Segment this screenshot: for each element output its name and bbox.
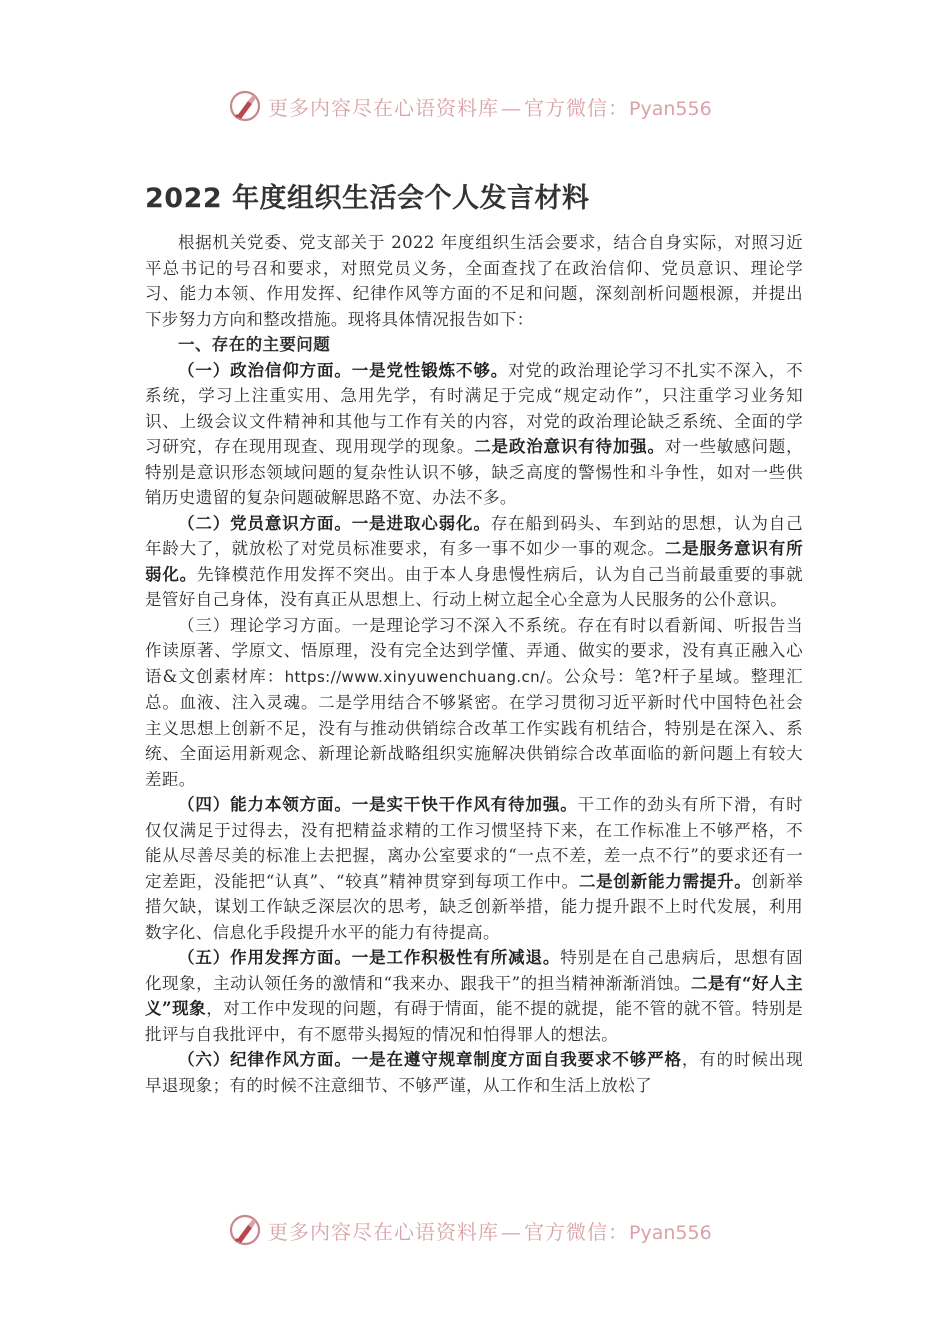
paragraph-text: ，对工作中发现的问题，有碍于情面，能不提的就提，能不管的就不管。特别是批评与自我批评中，有不愿带头揭短的情况和怕得罪人的想法。	[145, 999, 804, 1044]
paragraph-political-belief	[145, 358, 803, 511]
paragraph-text: ，有的时候出现早退现象；有的时候不注意细节、不够严谨，从工作和生活上放松了	[145, 1050, 803, 1095]
paragraph-head: （四）能力本领方面。一是实干快干作风有待加强。	[178, 795, 578, 814]
paragraph-subhead: 二是服务意识有所弱化。	[145, 539, 804, 584]
paragraph-text: 。公众号：笔?杆子星域。整理汇总。血液、注入灵魂。二是学用结合不够紧密。在学习贯彻习近平新时代中国特色社会主义思想上创新不足，没有与推动供销综合改革工作实践有机结合，特别是在深入、系统、全面运用新观念、新理论新战略组织实施解决供销综合改革面临的新问题上有较大差距。	[145, 666, 803, 789]
section-heading: 一、存在的主要问题	[178, 335, 331, 354]
header-banner	[228, 86, 748, 126]
banner-wechat-id: Pyan556	[629, 1221, 712, 1244]
footer-banner	[228, 1210, 748, 1250]
paragraph-text: 存在船到码头、车到站的思想，认为自己年龄大了，就放松了对党员标准要求，有多一事不如少一事的观念。	[145, 513, 803, 558]
banner-text	[268, 92, 712, 121]
document-body	[145, 230, 803, 1098]
paragraph-head: （五）作用发挥方面。一是工作积极性有所减退。	[178, 948, 561, 967]
paragraph-ability	[145, 792, 803, 945]
banner-separator: —	[501, 95, 522, 120]
banner-separator: —	[501, 1219, 522, 1244]
paragraph-discipline	[145, 1047, 803, 1098]
document-title: 2022 年度组织生活会个人发言材料	[145, 183, 590, 214]
paragraph-subhead: 二是有“好人主义”现象	[145, 973, 804, 1018]
banner-site-name: 更多内容尽在心语资料库	[268, 95, 499, 120]
website-url: https://www.xinyuwenchuang.cn/	[284, 667, 546, 686]
banner-text	[268, 1216, 712, 1245]
paragraph-head: （一）政治信仰方面。一是党性锻炼不够。	[178, 360, 509, 380]
paragraph-subhead: 二是创新能力需提升。	[578, 871, 752, 891]
banner-site-name: 更多内容尽在心语资料库	[268, 1219, 499, 1244]
banner-wechat-id: Pyan556	[629, 97, 712, 120]
paragraph-text: 特别是在自己患病后，思想有固化现象，主动认领任务的激情和“我来办、跟我干”的担当精神渐渐消蚀。	[145, 948, 803, 993]
paragraph-party-awareness	[145, 511, 803, 613]
paragraph-text: 对一些敏感问题，特别是意识形态领域问题的复杂性认识不够，缺乏高度的警惕性和斗争性，如对一些供销历史遗留的复杂问题破解思路不宽、办法不多。	[145, 437, 803, 507]
intro-paragraph: 根据机关党委、党支部关于 2022 年度组织生活会要求，结合自身实际，对照习近平总书记的号召和要求，对照党员义务，全面查找了在政治信仰、党员意识、理论学习、能力本领、作用发挥、纪律作风等方面的不足和问题，深刻剖析问题根源，并提出下步努力方向和整改措施。现将具体情况报告如下：	[145, 233, 803, 329]
pen-nib-circle-icon	[228, 89, 262, 123]
paragraph-text: 对党的政治理论学习不扎实不深入，不系统，学习上注重实用、急用先学，有时满足于完成“规定动作”，只注重学习业务知识、上级会议文件精神和其他与工作有关的内容，对党的政治理论缺乏系统、全面的学习研究，存在现用现查、现用现学的现象。	[145, 360, 803, 456]
paragraph-theory-study	[145, 613, 803, 793]
paragraph-text: 干工作的劲头有所下滑，有时仅仅满足于过得去，没有把精益求精的工作习惯坚持下来，在工作标准上不够严格，不能从尽善尽美的标准上去把握，离办公室要求的“一点不差，差一点不行”的要求还有一定差距，没能把“认真”、“较真”精神贯穿到每项工作中。	[145, 795, 803, 891]
paragraph-text: （三）理论学习方面。一是理论学习不深入不系统。存在有时以看新闻、听报告当作读原著、学原文、悟原理，没有完全达到学懂、弄通、做实的要求，没有真正融入心语&文创素材库：	[145, 615, 803, 686]
paragraph-head: （六）纪律作风方面。一是在遵守规章制度方面自我要求不够严格	[178, 1050, 682, 1069]
pen-nib-circle-icon	[228, 1213, 262, 1247]
paragraph-subhead: 二是政治意识有待加强。	[474, 437, 665, 456]
banner-wechat-label: 官方微信：	[524, 95, 629, 120]
paragraph-text: 先锋模范作用发挥不突出。由于本人身患慢性病后，认为自己当前最重要的事就是管好自己身体，没有真正从思想上、行动上树立起全心全意为人民服务的公仆意识。	[145, 564, 804, 609]
paragraph-role	[145, 945, 803, 1047]
banner-wechat-label: 官方微信：	[524, 1219, 629, 1244]
paragraph-head: （二）党员意识方面。一是进取心弱化。	[178, 513, 491, 533]
paragraph-text: 创新举措欠缺，谋划工作缺乏深层次的思考，缺乏创新举措，能力提升跟不上时代发展，利用数字化、信息化手段提升水平的能力有待提高。	[145, 871, 803, 942]
